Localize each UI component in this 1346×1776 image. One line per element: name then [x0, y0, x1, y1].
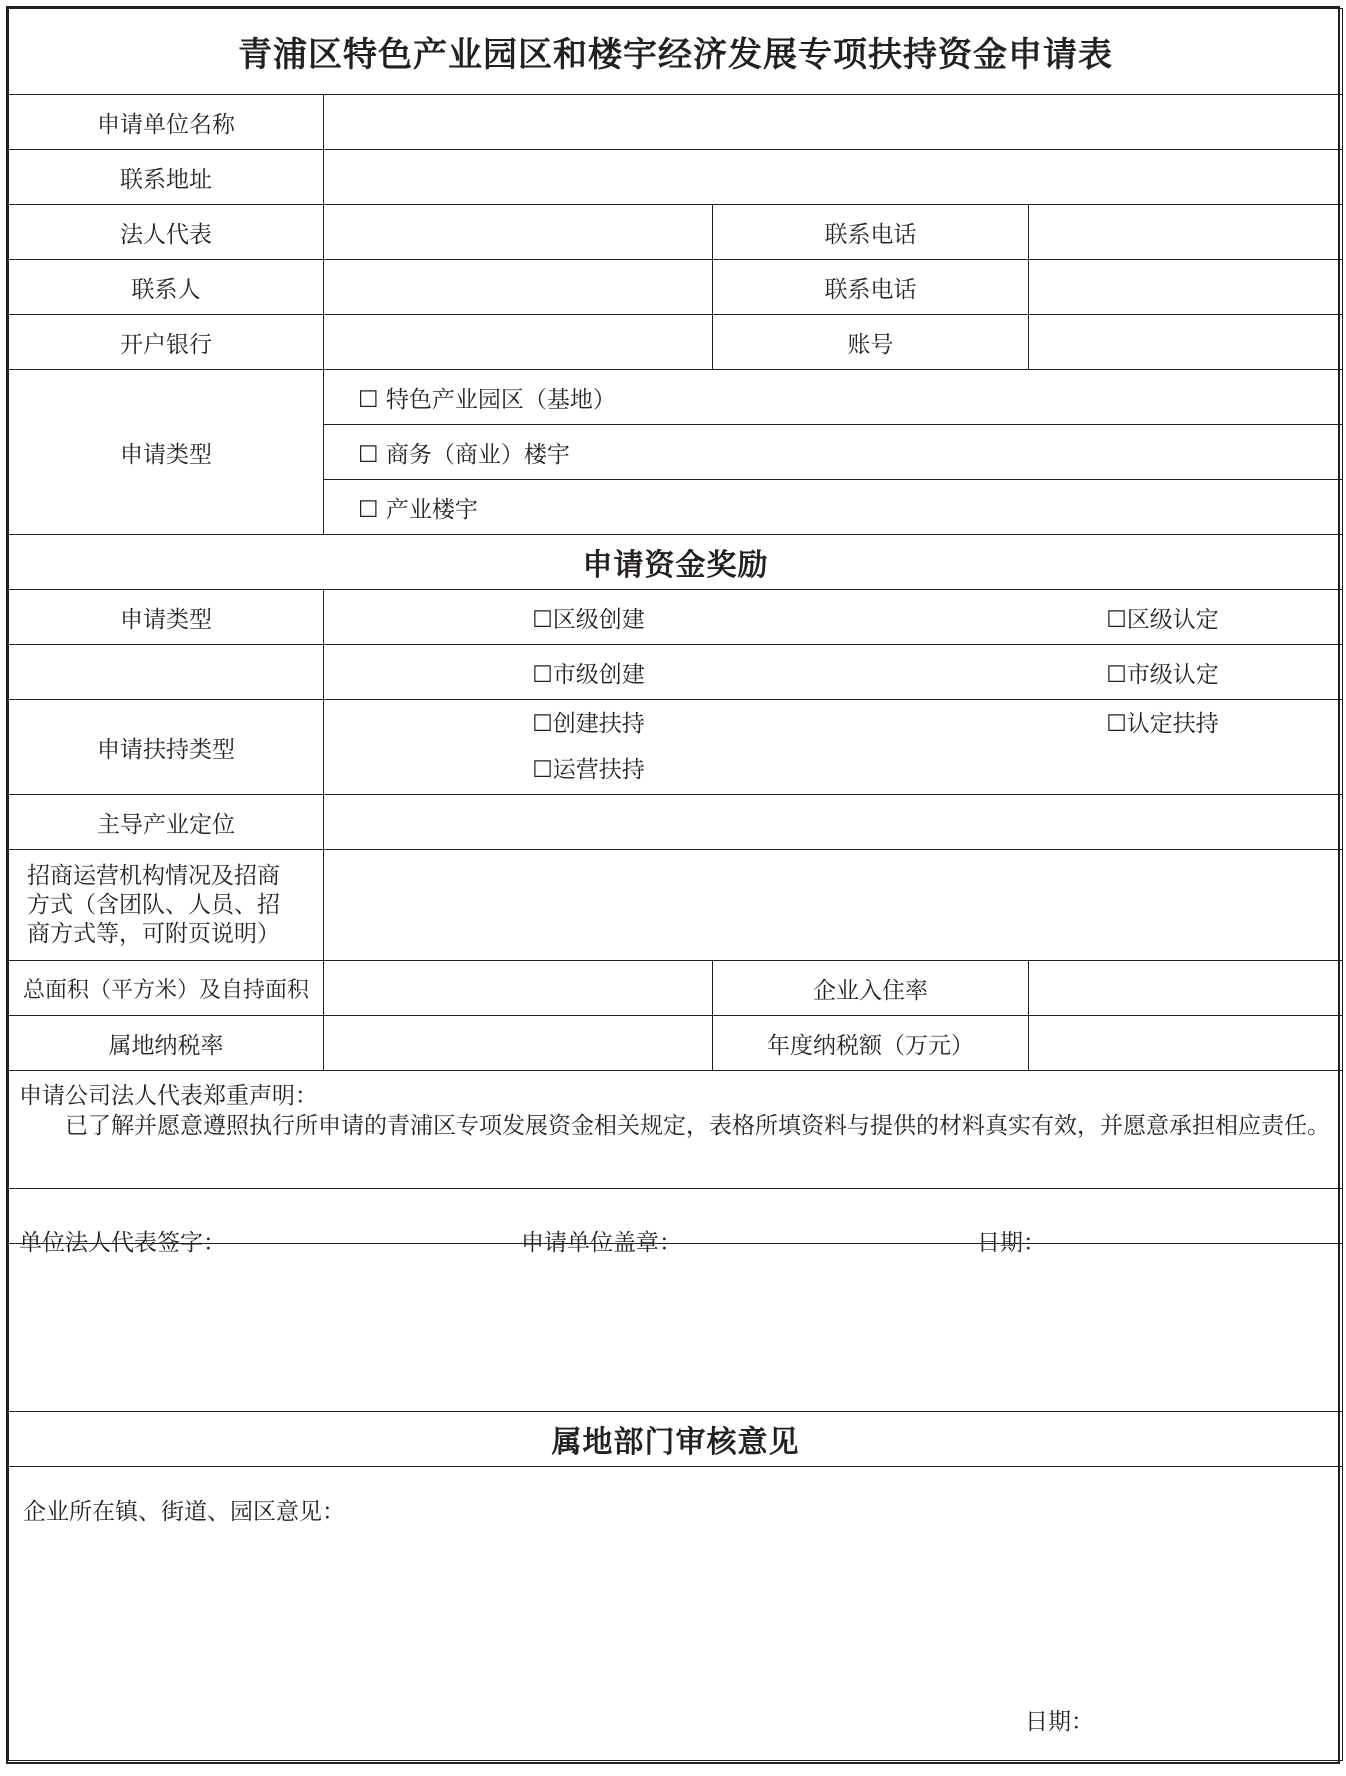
- label-phone-2: 联系电话: [713, 260, 1029, 315]
- declaration-heading: 申请公司法人代表郑重声明：: [19, 1083, 318, 1109]
- label-tax-rate: 属地纳税率: [9, 1016, 324, 1071]
- field-agency-info[interactable]: [324, 850, 1343, 961]
- audit-opinion-area[interactable]: [9, 1467, 1343, 1761]
- fund-type-row-2: [324, 645, 1343, 700]
- declaration-body: 已了解并愿意遵照执行所申请的青浦区专项发展资金相关规定，表格所填资料与提供的材料真实有效，并愿意承担相应责任。: [65, 1113, 1330, 1139]
- field-industry-position[interactable]: [324, 795, 1343, 850]
- blank-cell: [9, 645, 324, 700]
- checkbox-commercial-building[interactable]: ☐ 商务（商业）楼宇: [324, 425, 1343, 480]
- label-phone-1: 联系电话: [713, 205, 1029, 260]
- checkbox-op-support[interactable]: ☐运营扶持: [532, 757, 645, 783]
- label-agency-info: [9, 850, 324, 961]
- field-bank[interactable]: [324, 315, 713, 370]
- label-address: 联系地址: [9, 150, 324, 205]
- form-table: [8, 8, 1343, 1761]
- field-tax-amount[interactable]: [1029, 1016, 1343, 1071]
- audit-date-label: 日期：: [1025, 1709, 1094, 1735]
- label-legal-rep: 法人代表: [9, 205, 324, 260]
- fund-type-row-1: [324, 590, 1343, 645]
- application-form: [6, 6, 1340, 1764]
- field-occupancy[interactable]: [1029, 961, 1343, 1016]
- agency-line-3: 商方式等，可附页说明）: [27, 920, 280, 947]
- label-apply-type: 申请类型: [9, 370, 324, 535]
- field-legal-rep[interactable]: [324, 205, 713, 260]
- audit-opinion-label: 企业所在镇、街道、园区意见：: [23, 1499, 345, 1525]
- section-local-audit: 属地部门审核意见: [9, 1412, 1343, 1467]
- label-tax-amount: 年度纳税额（万元）: [713, 1016, 1029, 1071]
- field-phone-1[interactable]: [1029, 205, 1343, 260]
- signature-date-label: 日期：: [977, 1230, 1046, 1256]
- field-phone-2[interactable]: [1029, 260, 1343, 315]
- section-fund-award: 申请资金奖励: [9, 535, 1343, 590]
- label-industry-position: 主导产业定位: [9, 795, 324, 850]
- checkbox-industry-building[interactable]: ☐ 产业楼宇: [324, 480, 1343, 535]
- field-contact[interactable]: [324, 260, 713, 315]
- field-address[interactable]: [324, 150, 1343, 205]
- declaration: [9, 1071, 1343, 1189]
- checkbox-cert-support[interactable]: ☐认定扶持: [1106, 711, 1219, 737]
- checkbox-city-cert[interactable]: ☐市级认定: [1106, 661, 1219, 688]
- label-unit-name: 申请单位名称: [9, 95, 324, 150]
- checkbox-build-support[interactable]: ☐创建扶持: [532, 711, 645, 737]
- label-bank: 开户银行: [9, 315, 324, 370]
- legal-signature-label: 单位法人代表签字：: [19, 1230, 226, 1256]
- label-support-type: 申请扶持类型: [9, 700, 324, 795]
- checkbox-district-cert[interactable]: ☐区级认定: [1106, 606, 1219, 633]
- label-total-area: 总面积（平方米）及自持面积: [9, 961, 324, 1016]
- label-occupancy: 企业入住率: [713, 961, 1029, 1016]
- label-fund-type: 申请类型: [9, 590, 324, 645]
- label-account: 账号: [713, 315, 1029, 370]
- checkbox-industrial-park[interactable]: ☐ 特色产业园区（基地）: [324, 370, 1343, 425]
- checkbox-city-build[interactable]: ☐市级创建: [532, 661, 645, 688]
- field-total-area[interactable]: [324, 961, 713, 1016]
- agency-line-2: 方式（含团队、人员、招: [27, 891, 280, 918]
- unit-seal-label: 申请单位盖章：: [521, 1230, 682, 1256]
- agency-line-1: 招商运营机构情况及招商: [27, 862, 280, 889]
- signature-row: [9, 1189, 1343, 1256]
- form-title: 青浦区特色产业园区和楼宇经济发展专项扶持资金申请表: [9, 9, 1343, 95]
- field-tax-rate[interactable]: [324, 1016, 713, 1071]
- checkbox-district-build[interactable]: ☐区级创建: [532, 606, 645, 633]
- field-unit-name[interactable]: [324, 95, 1343, 150]
- support-type-cell: [324, 700, 1343, 795]
- field-account[interactable]: [1029, 315, 1343, 370]
- label-contact: 联系人: [9, 260, 324, 315]
